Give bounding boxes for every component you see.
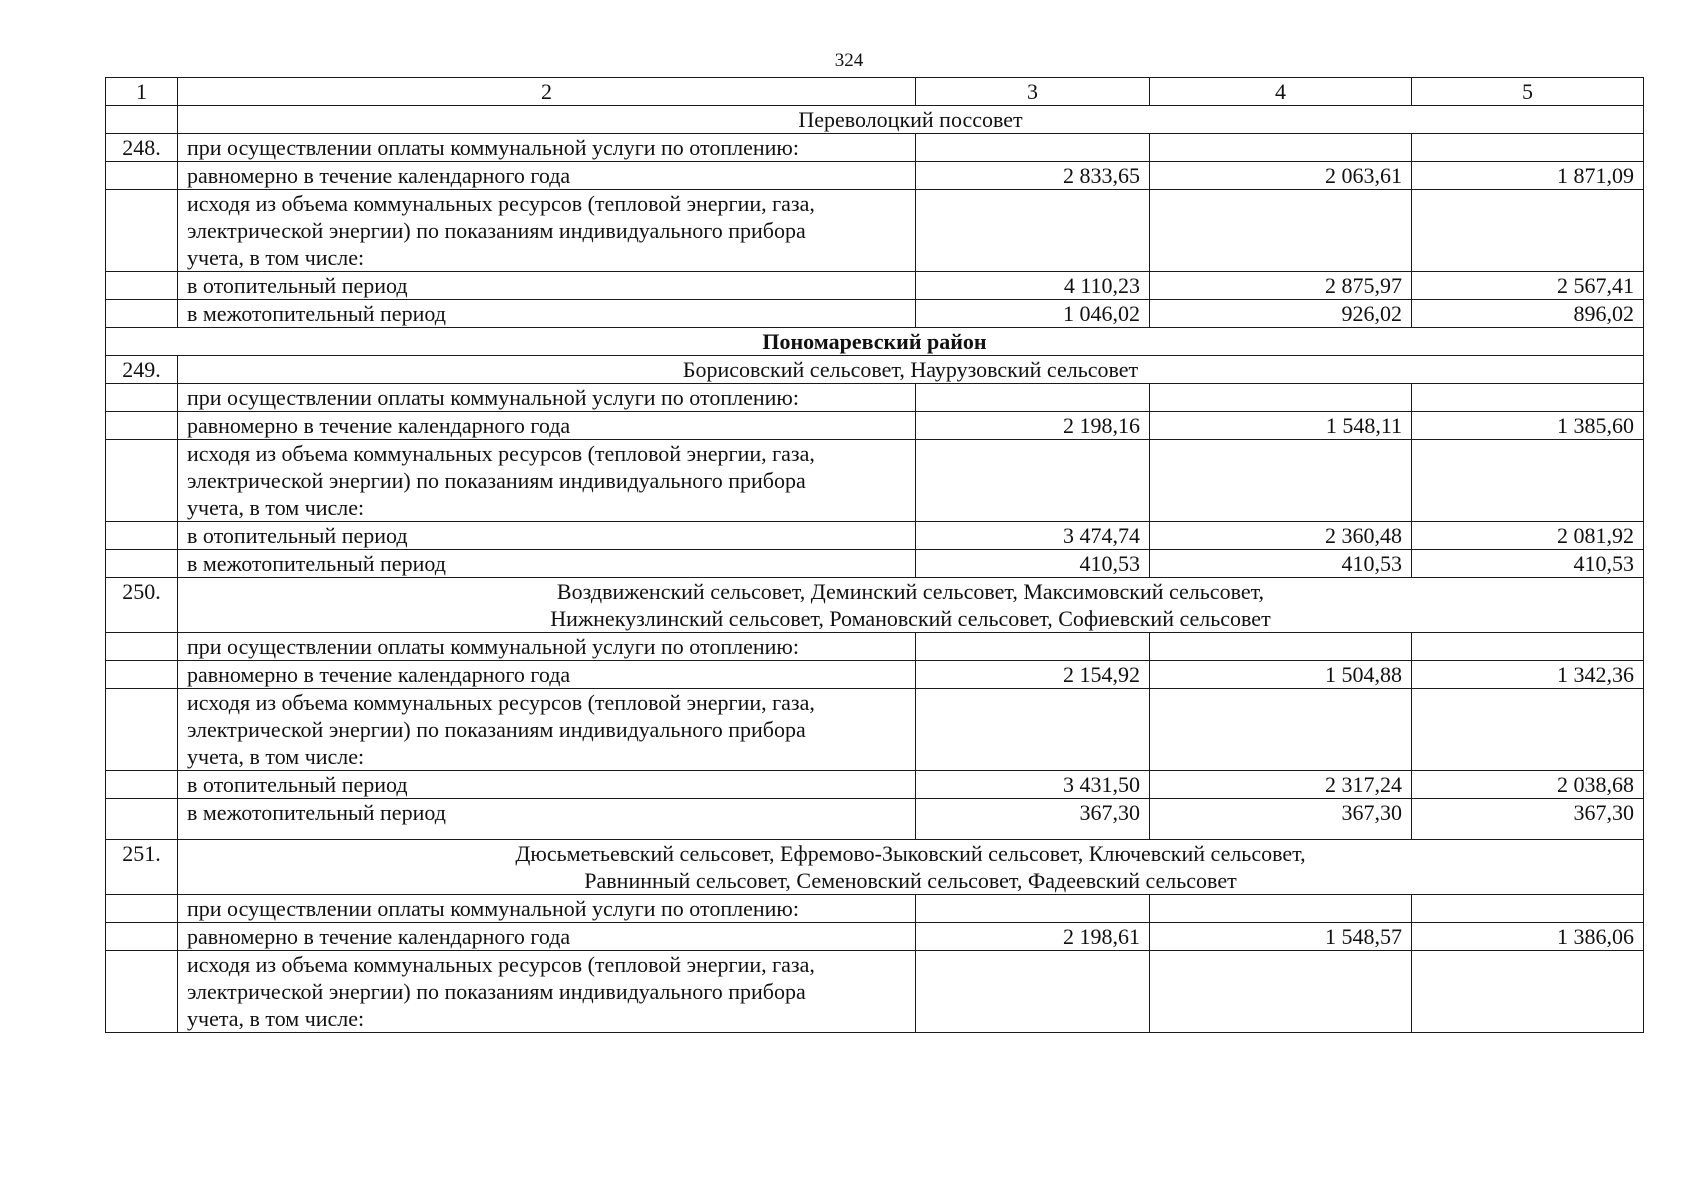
table-row xyxy=(106,689,1644,771)
header-cell-2: 2 xyxy=(178,78,916,106)
table-row xyxy=(106,951,1644,1033)
value-cell: 1 342,36 xyxy=(1412,661,1644,689)
value-cell: 1 046,02 xyxy=(916,300,1150,328)
row-label: в отопительный период xyxy=(178,522,916,550)
value-cell: 2 063,61 xyxy=(1150,162,1412,190)
section-title-row xyxy=(106,840,1644,895)
row-number: 251. xyxy=(106,840,178,895)
row-label: в межотопительный период xyxy=(178,300,916,328)
row-label: при осуществлении оплаты коммунальной услуги по отоплению: xyxy=(178,895,916,923)
table-row xyxy=(106,771,1644,799)
value-cell: 410,53 xyxy=(1150,550,1412,578)
row-label: исходя из объема коммунальных ресурсов (тепловой энергии, газа, электрической энергии) по показаниям индивидуального прибора учета, в том числе: xyxy=(178,190,916,272)
value-cell: 1 386,06 xyxy=(1412,923,1644,951)
value-cell: 410,53 xyxy=(1412,550,1644,578)
table-row xyxy=(106,384,1644,412)
table-row xyxy=(106,190,1644,272)
value-cell: 1 504,88 xyxy=(1150,661,1412,689)
table-row xyxy=(106,272,1644,300)
value-cell: 2 317,24 xyxy=(1150,771,1412,799)
value-cell: 2 154,92 xyxy=(916,661,1150,689)
section-title-row xyxy=(106,106,1644,134)
page-number: 324 xyxy=(834,50,864,71)
table-row xyxy=(106,923,1644,951)
value-cell: 1 548,11 xyxy=(1150,412,1412,440)
row-label: при осуществлении оплаты коммунальной услуги по отоплению: xyxy=(178,134,916,162)
value-cell: 4 110,23 xyxy=(916,272,1150,300)
section-title-row xyxy=(106,356,1644,384)
header-cell-4: 4 xyxy=(1150,78,1412,106)
value-cell: 410,53 xyxy=(916,550,1150,578)
section-title: Воздвиженский сельсовет, Деминский сельсовет, Максимовский сельсовет, Нижнекузлинский сельсовет, Романовский сельсовет, Софиевский сельсовет xyxy=(178,578,1644,633)
table-row xyxy=(106,440,1644,522)
table-row xyxy=(106,550,1644,578)
value-cell: 1 385,60 xyxy=(1412,412,1644,440)
section-title: Борисовский сельсовет, Наурузовский сельсовет xyxy=(178,356,1644,384)
row-number: 248. xyxy=(106,134,178,162)
section-title: Переволоцкий поссовет xyxy=(178,106,1644,134)
value-cell: 926,02 xyxy=(1150,300,1412,328)
value-cell: 2 567,41 xyxy=(1412,272,1644,300)
row-label: в межотопительный период xyxy=(178,550,916,578)
row-number: 249. xyxy=(106,356,178,384)
value-cell: 2 875,97 xyxy=(1150,272,1412,300)
value-cell: 2 360,48 xyxy=(1150,522,1412,550)
row-label: исходя из объема коммунальных ресурсов (тепловой энергии, газа, электрической энергии) по показаниям индивидуального прибора учета, в том числе: xyxy=(178,689,916,771)
value-cell: 2 198,16 xyxy=(916,412,1150,440)
value-cell: 3 431,50 xyxy=(916,771,1150,799)
table-row xyxy=(106,661,1644,689)
table-row xyxy=(106,895,1644,923)
row-number: 250. xyxy=(106,578,178,633)
value-cell: 367,30 xyxy=(1412,799,1644,840)
table-row xyxy=(106,300,1644,328)
value-cell: 2 833,65 xyxy=(916,162,1150,190)
value-cell: 2 038,68 xyxy=(1412,771,1644,799)
header-cell-5: 5 xyxy=(1412,78,1644,106)
row-label: исходя из объема коммунальных ресурсов (тепловой энергии, газа, электрической энергии) по показаниям индивидуального прибора учета, в том числе: xyxy=(178,951,916,1033)
table-row xyxy=(106,633,1644,661)
tariff-table xyxy=(105,77,1644,1033)
value-cell: 896,02 xyxy=(1412,300,1644,328)
row-label: при осуществлении оплаты коммунальной услуги по отоплению: xyxy=(178,633,916,661)
header-cell-1: 1 xyxy=(106,78,178,106)
value-cell: 3 474,74 xyxy=(916,522,1150,550)
row-label: равномерно в течение календарного года xyxy=(178,162,916,190)
value-cell: 367,30 xyxy=(916,799,1150,840)
value-cell: 1 548,57 xyxy=(1150,923,1412,951)
table-row xyxy=(106,799,1644,840)
value-cell: 2 198,61 xyxy=(916,923,1150,951)
section-title: Дюсьметьевский сельсовет, Ефремово-Зыковский сельсовет, Ключевский сельсовет, Равнинный сельсовет, Семеновский сельсовет, Фадеевский сельсовет xyxy=(178,840,1644,895)
row-label: в межотопительный период xyxy=(178,799,916,840)
district-title-row xyxy=(106,328,1644,356)
section-title-row xyxy=(106,578,1644,633)
value-cell: 2 081,92 xyxy=(1412,522,1644,550)
value-cell: 367,30 xyxy=(1150,799,1412,840)
district-title: Пономаревский район xyxy=(106,328,1644,356)
row-label: при осуществлении оплаты коммунальной услуги по отоплению: xyxy=(178,384,916,412)
row-label: исходя из объема коммунальных ресурсов (тепловой энергии, газа, электрической энергии) по показаниям индивидуального прибора учета, в том числе: xyxy=(178,440,916,522)
table-row xyxy=(106,412,1644,440)
table-row xyxy=(106,522,1644,550)
row-label: в отопительный период xyxy=(178,771,916,799)
header-cell-3: 3 xyxy=(916,78,1150,106)
row-label: равномерно в течение календарного года xyxy=(178,661,916,689)
table-row xyxy=(106,134,1644,162)
table-row xyxy=(106,162,1644,190)
header-row xyxy=(106,78,1644,106)
row-label: равномерно в течение календарного года xyxy=(178,412,916,440)
value-cell: 1 871,09 xyxy=(1412,162,1644,190)
row-label: в отопительный период xyxy=(178,272,916,300)
row-label: равномерно в течение календарного года xyxy=(178,923,916,951)
